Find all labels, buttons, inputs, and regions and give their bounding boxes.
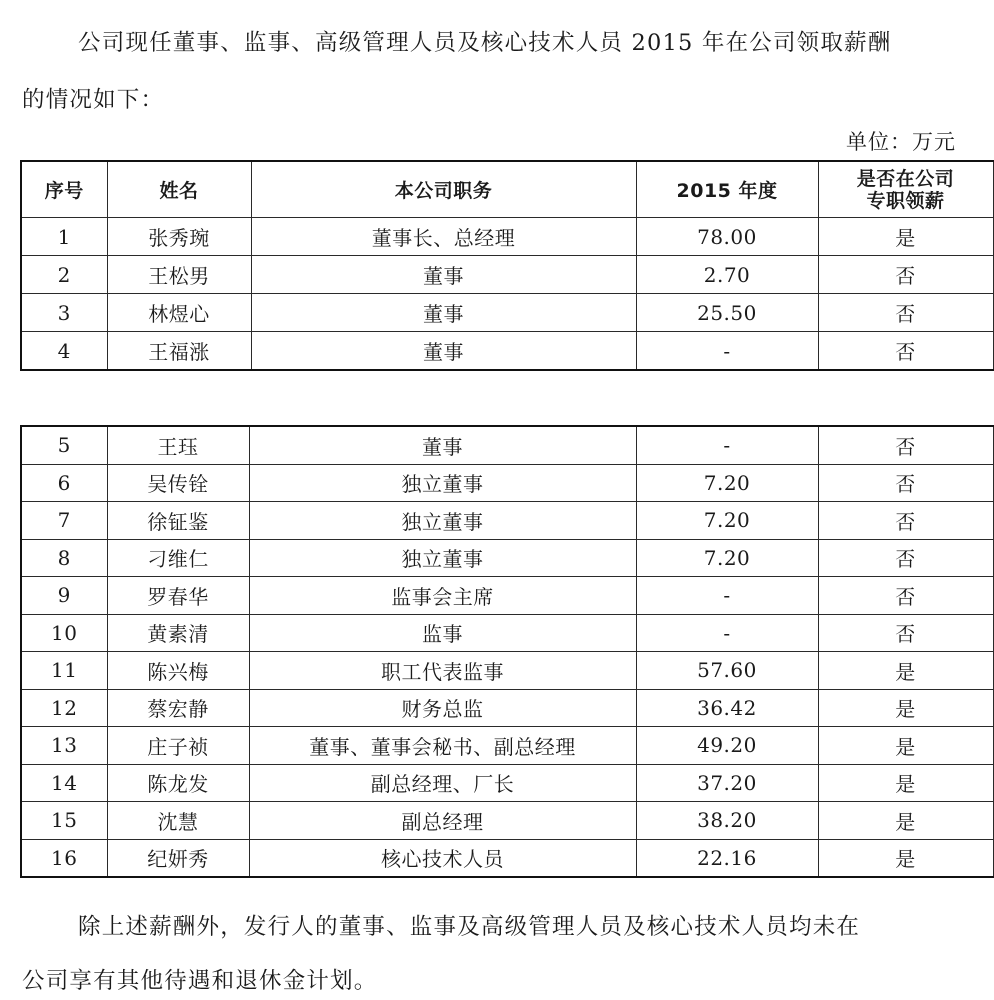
cell-2015-pay: 2.70	[636, 256, 818, 294]
cell-name: 纪妍秀	[107, 839, 249, 877]
cell-position: 独立董事	[249, 502, 636, 540]
cell-name: 张秀琬	[107, 218, 251, 256]
cell-2015-pay: 78.00	[636, 218, 818, 256]
cell-fulltime-paid: 否	[818, 294, 993, 332]
cell-seq: 12	[21, 689, 107, 727]
table-row	[21, 652, 993, 690]
cell-position: 独立董事	[249, 464, 636, 502]
cell-fulltime-paid: 否	[818, 502, 993, 540]
cell-position: 董事	[251, 256, 636, 294]
cell-seq: 3	[21, 294, 107, 332]
cell-2015-pay: 49.20	[636, 727, 818, 765]
cell-position: 董事	[251, 294, 636, 332]
cell-name: 陈兴梅	[107, 652, 249, 690]
cell-seq: 15	[21, 802, 107, 840]
cell-name: 王福涨	[107, 332, 251, 371]
cell-fulltime-paid: 否	[818, 464, 993, 502]
cell-position: 监事会主席	[249, 577, 636, 615]
table-row	[21, 256, 993, 294]
cell-position: 独立董事	[249, 539, 636, 577]
unit-label: 单位：万元	[846, 130, 956, 154]
cell-seq: 2	[21, 256, 107, 294]
table-row	[21, 764, 993, 802]
cell-2015-pay: 7.20	[636, 502, 818, 540]
cell-2015-pay: 7.20	[636, 464, 818, 502]
cell-2015-pay: 25.50	[636, 294, 818, 332]
closing-paragraph-line-2: 公司享有其他待遇和退休金计划。	[22, 968, 378, 994]
cell-name: 陈龙发	[107, 764, 249, 802]
cell-2015-pay: 22.16	[636, 839, 818, 877]
header-name: 姓名	[107, 161, 251, 218]
cell-seq: 10	[21, 614, 107, 652]
header-fulltime-line-1: 是否在公司	[856, 167, 955, 190]
cell-2015-pay: -	[636, 577, 818, 615]
cell-2015-pay: 37.20	[636, 764, 818, 802]
cell-name: 罗春华	[107, 577, 249, 615]
cell-position: 核心技术人员	[249, 839, 636, 877]
cell-position: 财务总监	[249, 689, 636, 727]
cell-2015-pay: -	[636, 614, 818, 652]
cell-name: 黄素清	[107, 614, 249, 652]
cell-seq: 13	[21, 727, 107, 765]
cell-fulltime-paid: 否	[818, 614, 993, 652]
cell-name: 吴传铨	[107, 464, 249, 502]
cell-position: 副总经理	[249, 802, 636, 840]
header-2015-pay: 2015 年度	[636, 161, 818, 218]
table-row	[21, 614, 993, 652]
cell-name: 蔡宏静	[107, 689, 249, 727]
cell-position: 董事	[251, 332, 636, 371]
cell-2015-pay: -	[636, 332, 818, 371]
cell-2015-pay: -	[636, 426, 818, 464]
compensation-table-part-1	[20, 160, 994, 371]
cell-seq: 1	[21, 218, 107, 256]
header-fulltime-paid	[818, 161, 993, 218]
cell-seq: 9	[21, 577, 107, 615]
cell-fulltime-paid: 是	[818, 802, 993, 840]
table-row	[21, 426, 993, 464]
cell-fulltime-paid: 否	[818, 256, 993, 294]
table-row	[21, 727, 993, 765]
table-row	[21, 577, 993, 615]
cell-fulltime-paid: 是	[818, 218, 993, 256]
cell-fulltime-paid: 是	[818, 689, 993, 727]
header-position: 本公司职务	[251, 161, 636, 218]
table-row	[21, 539, 993, 577]
cell-fulltime-paid: 是	[818, 764, 993, 802]
table-row	[21, 218, 993, 256]
cell-2015-pay: 38.20	[636, 802, 818, 840]
cell-name: 王珏	[107, 426, 249, 464]
table-row	[21, 464, 993, 502]
cell-name: 林煜心	[107, 294, 251, 332]
intro-paragraph-line-2: 的情况如下：	[22, 87, 165, 113]
table-row	[21, 502, 993, 540]
cell-name: 沈慧	[107, 802, 249, 840]
cell-fulltime-paid: 否	[818, 426, 993, 464]
cell-position: 董事	[249, 426, 636, 464]
cell-seq: 8	[21, 539, 107, 577]
closing-paragraph-line-1: 除上述薪酬外，发行人的董事、监事及高级管理人员及核心技术人员均未在	[78, 914, 861, 940]
cell-fulltime-paid: 是	[818, 839, 993, 877]
cell-seq: 6	[21, 464, 107, 502]
table-row	[21, 839, 993, 877]
cell-name: 庄子祯	[107, 727, 249, 765]
header-seq: 序号	[21, 161, 107, 218]
cell-name: 刁维仁	[107, 539, 249, 577]
cell-position: 监事	[249, 614, 636, 652]
table-row	[21, 802, 993, 840]
cell-seq: 5	[21, 426, 107, 464]
cell-name: 王松男	[107, 256, 251, 294]
cell-name: 徐钲鉴	[107, 502, 249, 540]
cell-seq: 7	[21, 502, 107, 540]
table-header-row	[21, 161, 993, 218]
cell-position: 董事、董事会秘书、副总经理	[249, 727, 636, 765]
compensation-table-part-2	[20, 425, 994, 878]
cell-fulltime-paid: 否	[818, 332, 993, 371]
table-row	[21, 294, 993, 332]
cell-2015-pay: 57.60	[636, 652, 818, 690]
cell-fulltime-paid: 否	[818, 577, 993, 615]
cell-seq: 11	[21, 652, 107, 690]
cell-position: 副总经理、厂长	[249, 764, 636, 802]
header-fulltime-line-2: 专职领薪	[866, 189, 945, 212]
cell-seq: 14	[21, 764, 107, 802]
cell-fulltime-paid: 是	[818, 727, 993, 765]
cell-2015-pay: 36.42	[636, 689, 818, 727]
cell-position: 董事长、总经理	[251, 218, 636, 256]
cell-seq: 4	[21, 332, 107, 371]
cell-2015-pay: 7.20	[636, 539, 818, 577]
cell-seq: 16	[21, 839, 107, 877]
cell-position: 职工代表监事	[249, 652, 636, 690]
cell-fulltime-paid: 是	[818, 652, 993, 690]
table-row	[21, 332, 993, 371]
table-row	[21, 689, 993, 727]
cell-fulltime-paid: 否	[818, 539, 993, 577]
intro-paragraph-line-1: 公司现任董事、监事、高级管理人员及核心技术人员 2015 年在公司领取薪酬	[78, 30, 892, 56]
